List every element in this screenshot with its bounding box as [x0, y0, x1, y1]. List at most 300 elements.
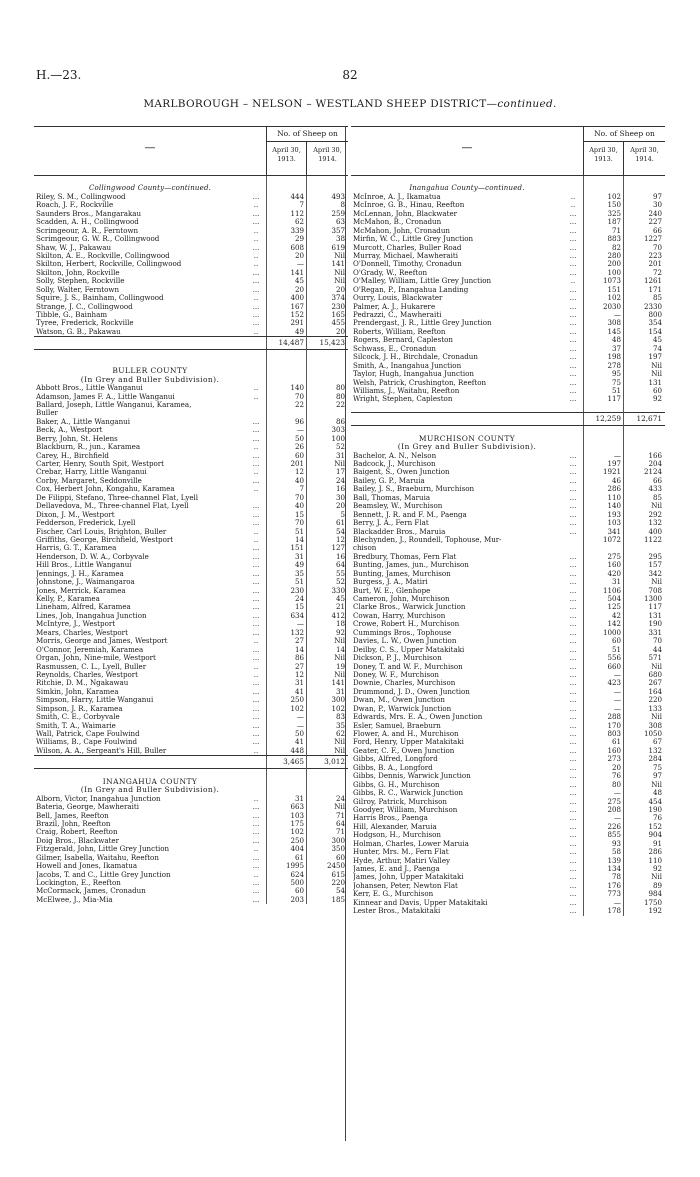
leader-dots: ..	[253, 293, 259, 303]
sheep-1913: 60	[611, 636, 621, 646]
leader-dots: ...	[252, 242, 260, 252]
leader-dots: ...	[569, 585, 577, 595]
title-main: MARLBOROUGH – NELSON – WESTLAND SHEEP DISTRICT—	[143, 98, 498, 110]
sheep-1914: 85	[652, 492, 662, 502]
sheep-1913: 112	[290, 208, 304, 218]
owner-name: Davies, L. W., Owen Junction	[353, 637, 457, 646]
owner-name: Simkin, John, Karamea	[36, 687, 119, 696]
sheep-1914: 267	[648, 678, 662, 688]
sheep-1913: —	[613, 813, 621, 823]
sheep-1914: 154	[648, 326, 662, 336]
owner-name: Rasmussen, C. L., Lyell, Buller	[36, 662, 147, 671]
leader-dots: ..	[253, 225, 259, 235]
sheep-1913: 70	[294, 518, 304, 528]
leader-dots: ...	[569, 745, 577, 755]
leader-dots: ...	[252, 894, 260, 904]
owner-name: Silcock, J. H., Birchdale, Cronadun	[353, 353, 478, 362]
sheep-1913: 51	[294, 577, 304, 587]
leader-dots: ...	[569, 225, 577, 235]
section-heading-text: MURCHISON COUNTY	[418, 434, 516, 443]
sheep-1913: 12	[294, 467, 304, 477]
sheep-1914: Nil	[334, 267, 345, 277]
sheep-1913: 160	[607, 745, 621, 755]
leader-dots: ...	[252, 686, 260, 696]
sheep-1914: 66	[652, 475, 662, 485]
leader-dots: ...	[252, 852, 260, 862]
owner-name: Dellavedova, M., Three-channel Flat, Lyell	[36, 502, 189, 511]
owner-name: Simpson, Harry, Little Wanganui	[36, 696, 154, 705]
leader-dots: ..	[570, 191, 576, 201]
leader-dots: ...	[252, 818, 260, 828]
leader-dots: ...	[569, 326, 577, 336]
leader-dots: ...	[252, 551, 260, 561]
leader-dots: ..	[253, 636, 259, 646]
owner-name: Lines, Job, Inangahua Junction	[36, 611, 147, 620]
leader-dots: ...	[569, 779, 577, 789]
leader-dots: ...	[569, 771, 577, 781]
sheep-1913: 250	[290, 835, 304, 845]
sheep-1914: 97	[652, 771, 662, 781]
leader-dots: ..	[253, 661, 259, 671]
sheep-1914: 64	[335, 818, 345, 828]
sheep-1913: 49	[294, 326, 304, 336]
sheep-1913: 134	[607, 864, 621, 873]
page-title	[0, 98, 700, 110]
leader-dots: ...	[569, 627, 577, 637]
owner-name: McMahon, B., Cronadun	[353, 218, 442, 227]
sheep-1914: 76	[652, 813, 662, 823]
sheep-1913: 62	[294, 217, 304, 227]
sheep-1913: 145	[607, 326, 621, 336]
sheep-1913: 420	[607, 568, 621, 578]
total-1914: 15,423	[319, 338, 345, 348]
sheep-1914: 92	[335, 627, 345, 637]
leader-dots: ...	[569, 636, 577, 646]
owner-name: Wall, Patrick, Cape Foulwind	[36, 730, 140, 738]
leader-dots: ...	[252, 318, 260, 328]
leader-dots: ...	[252, 276, 260, 286]
owner-name: Welsh, Patrick, Crushington, Reefton	[353, 378, 487, 387]
sheep-1914: 20	[335, 501, 345, 511]
sheep-1913: 7	[299, 484, 304, 494]
sheep-1913: 500	[290, 878, 304, 887]
sheep-1914: 708	[648, 585, 662, 595]
leader-dots: ...	[569, 377, 577, 387]
leader-dots: ...	[569, 242, 577, 252]
sheep-1913: 140	[607, 501, 621, 511]
leader-dots: ...	[569, 335, 577, 345]
leader-dots: ..	[253, 391, 259, 401]
sheep-1914: 35	[335, 720, 345, 730]
sheep-1914: 800	[648, 310, 662, 319]
sheep-1914: 45	[335, 594, 345, 603]
leader-dots: ...	[569, 712, 577, 722]
owner-name: Solly, Walter, Ferntown	[36, 285, 120, 294]
owner-name: Esler, Samuel, Braeburn	[353, 721, 441, 730]
owner-name: O'Malley, William, Little Grey Junction	[353, 277, 492, 286]
sheep-1914: 164	[648, 686, 662, 696]
owner-name: Dwan, P., Warwick Junction	[353, 704, 452, 713]
section-heading-text: (In Grey and Buller Subdivision).	[80, 375, 220, 384]
sheep-1914: 400	[648, 526, 662, 536]
leader-dots: ...	[569, 737, 577, 747]
sheep-1913: 341	[607, 526, 621, 536]
leader-dots: ...	[569, 678, 577, 688]
spacer	[351, 404, 665, 412]
owner-name: Squire, J. S., Bainham, Collingwood	[36, 294, 164, 303]
sheep-1914: 412	[331, 610, 345, 620]
owner-name: Jacobs, T. and C., Little Grey Junction	[36, 870, 171, 879]
owner-name: Bredbury, Thomas, Fern Flat	[353, 552, 457, 561]
sheep-1913: 187	[607, 217, 621, 227]
sheep-1913: 275	[607, 551, 621, 561]
owner-name: Berry, John, St. Helens	[36, 434, 118, 443]
header-dash: —	[144, 141, 156, 154]
sheep-1914: 61	[335, 518, 345, 528]
owner-name: McCormack, James, Cronadun	[36, 887, 146, 896]
sheep-1914: 80	[335, 383, 345, 393]
leader-dots: ...	[252, 802, 260, 812]
owner-name: Wright, Stephen, Capleston	[353, 395, 453, 404]
owner-name: Skilton, John, Rockville	[36, 268, 120, 277]
owner-name: Smith, C. E., Corbyvale	[36, 713, 120, 722]
sheep-1913: 325	[607, 208, 621, 218]
sheep-1914: 71	[335, 827, 345, 837]
left-table-body	[34, 176, 348, 904]
leader-dots: ...	[252, 861, 260, 871]
leader-dots: ...	[569, 762, 577, 772]
sheep-1913: 51	[294, 526, 304, 536]
owner-name: Geater, C. F., Owen Junction	[353, 746, 455, 755]
sheep-1914: 223	[648, 250, 662, 260]
sheep-1913: 51	[611, 385, 621, 395]
sheep-1914: 100	[331, 433, 345, 443]
leader-dots: ..	[253, 526, 259, 536]
leader-dots: ...	[569, 459, 577, 468]
sheep-1914: 62	[335, 729, 345, 738]
leader-dots: ...	[252, 678, 260, 688]
sheep-1913: 60	[294, 886, 304, 896]
owner-name: Bailey, J. S., Braeburn, Murchison	[353, 485, 475, 494]
leader-dots: ...	[569, 703, 577, 713]
sheep-1913: 76	[611, 771, 621, 781]
leader-dots: ...	[569, 729, 577, 738]
sheep-1914: 16	[335, 484, 345, 494]
sheep-1913: 35	[294, 568, 304, 578]
sheep-1913: 27	[294, 636, 304, 646]
sheep-1913: 31	[294, 678, 304, 688]
owner-name: Reynolds, Charles, Westport	[36, 670, 139, 679]
owner-name: McLennan, John, Blackwater	[353, 209, 458, 218]
sheep-1913: 151	[607, 284, 621, 294]
leader-dots: ..	[253, 869, 259, 879]
sheep-1914: 131	[648, 377, 662, 387]
sheep-1913: 58	[611, 847, 621, 857]
owner-name: James, John, Upper Matakitaki	[353, 873, 464, 882]
total-1913: 3,465	[283, 757, 304, 767]
sheep-1913: 78	[611, 872, 621, 882]
sheep-1914: 204	[648, 459, 662, 468]
sheep-1914: 83	[335, 712, 345, 722]
spacer	[34, 176, 348, 184]
owner-name: Harris, G. T., Karamea	[36, 544, 117, 553]
owner-name: Morris, George and James, Westport	[36, 637, 168, 646]
sheep-1914: 64	[335, 560, 345, 570]
sheep-1914: Nil	[334, 669, 345, 679]
leader-dots: ...	[569, 686, 577, 696]
leader-dots: ...	[569, 360, 577, 370]
sheep-1913: 15	[294, 602, 304, 612]
leader-dots: ...	[252, 610, 260, 620]
leader-dots: ...	[569, 385, 577, 395]
leader-dots: ...	[252, 827, 260, 837]
leader-dots: ...	[569, 267, 577, 277]
leader-dots: ..	[253, 669, 259, 679]
owner-name: McElwee, J., Mia-Mia	[36, 895, 113, 904]
leader-dots: ...	[252, 878, 260, 887]
sheep-1913: 1000	[602, 627, 621, 637]
sheep-1914: 1750	[643, 897, 662, 907]
sheep-1913: 7	[299, 200, 304, 210]
sheep-1913: 151	[290, 543, 304, 553]
leader-dots: ..	[253, 250, 259, 260]
leader-dots: ...	[569, 217, 577, 227]
sheep-1914: 127	[331, 543, 345, 553]
owner-name: Henderson, D. W. A., Corbyvale	[36, 552, 149, 561]
sheep-1914: 97	[652, 191, 662, 201]
table-row	[351, 395, 665, 403]
owner-name: Ritchie, D. M., Ngakawau	[36, 679, 129, 688]
leader-dots: ...	[569, 754, 577, 764]
leader-dots: ...	[569, 602, 577, 612]
leader-dots: ...	[569, 880, 577, 890]
sheep-1913: 50	[294, 433, 304, 443]
sheep-1914: 110	[648, 855, 662, 865]
sheep-1914: 286	[648, 847, 662, 857]
leader-dots: ...	[569, 450, 577, 460]
sheep-1913: 275	[607, 796, 621, 806]
sheep-1913: 37	[611, 343, 621, 353]
sheep-1913: 624	[290, 869, 304, 879]
owner-name: Crebar, Harry, Little Wanganui	[36, 468, 147, 477]
sheep-1913: 29	[294, 234, 304, 244]
sheep-1913: 24	[294, 594, 304, 603]
owner-name: Baigent, S., Owen Junction	[353, 468, 450, 477]
sheep-1914: 303	[331, 425, 345, 435]
section-heading-text: Inangahua County—continued.	[409, 184, 525, 193]
sheep-1913: 31	[294, 551, 304, 561]
leader-dots: ...	[569, 352, 577, 362]
leader-dots: ...	[252, 509, 260, 519]
owner-name: Gibbs, G. H., Murchison	[353, 780, 440, 789]
owner-name: Hill Bros., Little Wanganui	[36, 561, 132, 570]
owner-name: Drummond, J. D., Owen Junction	[353, 687, 470, 696]
sheep-1914: 8	[340, 200, 345, 210]
owner-name: Berry, J. A., Fern Flat	[353, 519, 429, 528]
leader-dots: ...	[252, 217, 260, 227]
owner-name: Beamsley, W., Murchison	[353, 502, 443, 511]
sheep-1914: 259	[331, 208, 345, 218]
owner-name: Gibbs, Dennis, Warwick Junction	[353, 772, 471, 781]
table-row	[34, 328, 348, 336]
owner-name: Baker, A., Little Wanganui	[36, 417, 130, 426]
table-row	[34, 401, 348, 409]
sheep-1913: 278	[607, 360, 621, 370]
leader-dots: ...	[252, 810, 260, 820]
owner-name: Carey, H., Birchfield	[36, 451, 109, 460]
sheep-1914: 1300	[643, 594, 662, 603]
sheep-1913: —	[613, 703, 621, 713]
owner-name: Flower, A. and H., Murchison	[353, 730, 459, 738]
sheep-1914: 72	[652, 267, 662, 277]
sheep-1914: 54	[335, 886, 345, 896]
leader-dots: ...	[569, 594, 577, 603]
owner-name: Edwards, Mrs. E. A., Owen Junction	[353, 713, 483, 722]
leader-dots: ...	[252, 433, 260, 443]
leader-dots: ...	[569, 501, 577, 511]
owner-name: Buller	[36, 409, 58, 418]
leader-dots: ...	[252, 712, 260, 722]
sheep-1913: 404	[290, 844, 304, 854]
sheep-1914: Nil	[651, 369, 662, 379]
sheep-1914: 342	[648, 568, 662, 578]
sheep-1914: 904	[648, 830, 662, 840]
leader-dots: ...	[569, 804, 577, 814]
sheep-1913: 100	[607, 267, 621, 277]
sheep-1914: 330	[331, 585, 345, 595]
sheep-1914: 171	[648, 284, 662, 294]
owner-name: Organ, John, Nine-mile, Westport	[36, 654, 156, 663]
sheep-1913: 110	[607, 492, 621, 502]
sheep-1914: 454	[648, 796, 662, 806]
header-group-label: No. of Sheep on	[583, 127, 665, 142]
total-1913: 14,487	[278, 338, 304, 348]
sheep-1913: 31	[294, 793, 304, 803]
sheep-1913: 45	[294, 276, 304, 286]
header-dash: —	[461, 141, 473, 154]
sheep-1914: 1122	[643, 534, 662, 544]
leader-dots: ...	[252, 425, 260, 435]
leader-dots: ...	[252, 191, 260, 201]
leader-dots: ...	[569, 864, 577, 873]
owner-name: Palmer, A. J., Hukarere	[353, 302, 436, 311]
sheep-1914: 21	[335, 602, 345, 612]
owner-name: Bell, James, Reefton	[36, 811, 109, 820]
sheep-1914: Nil	[334, 737, 345, 747]
leader-dots: ...	[569, 906, 577, 916]
owner-name: Ford, Henry, Upper Matakitaki	[353, 738, 464, 747]
owner-name: Ourry, Louis, Blackwater	[353, 294, 443, 303]
leader-dots: ...	[569, 343, 577, 353]
total-row	[34, 755, 348, 769]
sheep-1914: 350	[331, 844, 345, 854]
leader-dots: ...	[569, 653, 577, 663]
document-code: H.—23.	[36, 68, 82, 82]
leader-dots: ...	[252, 585, 260, 595]
sheep-1913: 103	[607, 518, 621, 528]
leader-dots: ...	[252, 518, 260, 528]
sheep-1914: 300	[331, 835, 345, 845]
sheep-1913: 40	[294, 475, 304, 485]
sheep-1914: 74	[652, 343, 662, 353]
sheep-1914: 80	[335, 391, 345, 401]
right-table-body	[351, 176, 665, 916]
leader-dots: ...	[252, 737, 260, 747]
leader-dots: ...	[569, 669, 577, 679]
header-col-1913: April 30, 1913.	[266, 141, 306, 175]
table-header	[34, 126, 348, 176]
leader-dots: ...	[569, 838, 577, 848]
sheep-1914: 220	[331, 878, 345, 887]
sheep-1913: 230	[290, 585, 304, 595]
sheep-1913: 20	[294, 250, 304, 260]
owner-name: Alborn, Victor, Inangahua Junction	[36, 794, 161, 803]
leader-dots: ...	[569, 475, 577, 485]
owner-name: Blechynden, J., Roundell, Tophouse, Mur-	[353, 535, 502, 544]
sheep-1914: 192	[648, 906, 662, 916]
sheep-1913: 60	[294, 450, 304, 460]
sheep-1913: 152	[290, 310, 304, 319]
owner-name: Saunders Bros., Mangarakau	[36, 209, 142, 218]
leader-dots: ...	[252, 416, 260, 426]
right-column	[351, 126, 665, 916]
owner-name: Burgess, J. A., Matiri	[353, 578, 428, 587]
sheep-1913: 1073	[602, 276, 621, 286]
leader-dots: ...	[569, 369, 577, 379]
leader-dots: ...	[569, 310, 577, 319]
owner-name: Gilroy, Patrick, Murchison	[353, 797, 447, 806]
table-row	[34, 896, 348, 904]
sheep-1914: 70	[652, 242, 662, 252]
owner-name: Corby, Margaret, Seddonville	[36, 476, 142, 485]
owner-name: Skilton, A. E., Rockville, Collingwood	[36, 251, 170, 260]
sheep-1913: 14	[294, 534, 304, 544]
sheep-1914: 190	[648, 804, 662, 814]
owner-name: Cowan, Harry, Murchison	[353, 611, 446, 620]
sheep-1914: 227	[648, 217, 662, 227]
sheep-1914: 292	[648, 509, 662, 519]
leader-dots: ..	[253, 467, 259, 477]
sheep-1914: 92	[652, 864, 662, 873]
leader-dots: ...	[569, 788, 577, 798]
page-number: 82	[342, 68, 358, 82]
sheep-1913: 40	[294, 501, 304, 511]
sheep-1913: 198	[607, 352, 621, 362]
sheep-1913: 15	[294, 509, 304, 519]
owner-name: Goodyer, William, Murchison	[353, 805, 458, 814]
owner-name: McMahon, John, Cronadun	[353, 226, 450, 235]
owner-name: Watson, G. B., Pakawau	[36, 327, 121, 336]
sheep-1914: 331	[648, 627, 662, 637]
sheep-1913: 117	[607, 394, 621, 404]
section-heading	[34, 778, 348, 786]
sheep-1914: 20	[335, 284, 345, 294]
owner-name: Prendergast, J. R., Little Grey Junction	[353, 319, 492, 328]
sheep-1913: 46	[611, 475, 621, 485]
section-heading-text: (In Grey and Buller Subdivision).	[397, 443, 537, 452]
sheep-1914: 60	[652, 385, 662, 395]
leader-dots: ...	[569, 872, 577, 882]
owner-name: Pedrazzi, C., Mawheraiti	[353, 311, 442, 319]
leader-dots: ...	[569, 394, 577, 404]
owner-name: Williams, B., Cape Foulwind	[36, 738, 138, 747]
sheep-1914: 1227	[643, 234, 662, 244]
owner-name: Cummings Bros., Tophouse	[353, 628, 452, 637]
sheep-1913: 883	[607, 234, 621, 244]
owner-name: Fedderson, Frederick, Lyell	[36, 519, 136, 528]
sheep-1913: 167	[290, 301, 304, 311]
sheep-1914: 2124	[643, 467, 662, 477]
